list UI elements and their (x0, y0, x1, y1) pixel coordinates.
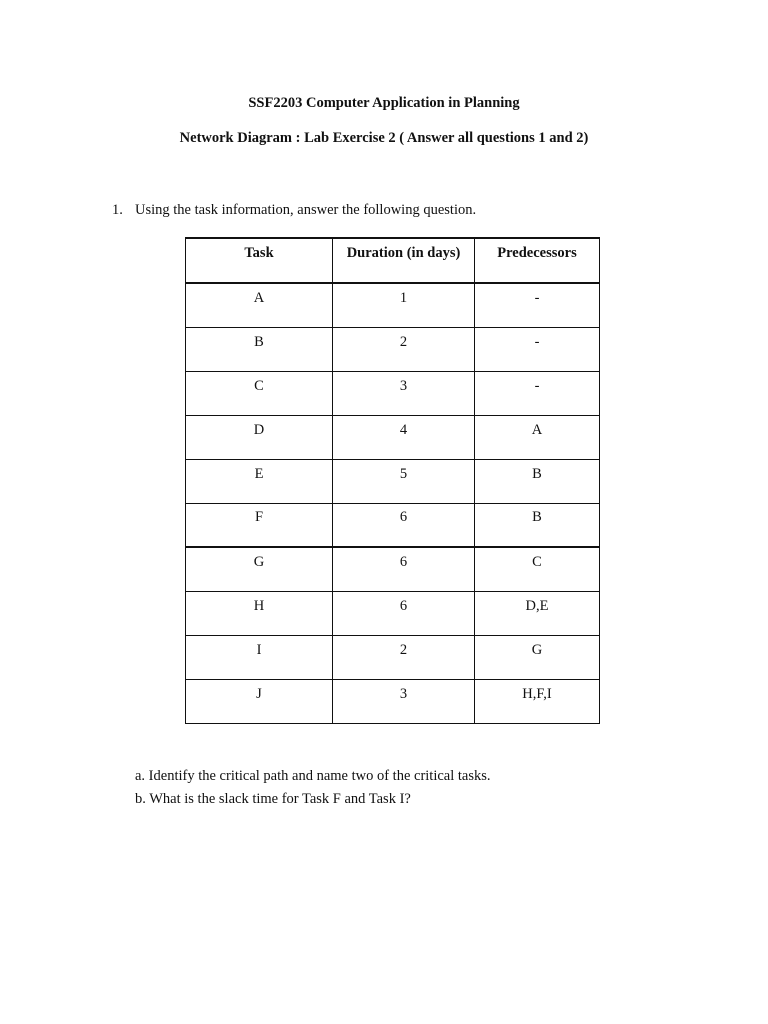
table-row (186, 547, 600, 591)
task-cell: B (186, 327, 333, 371)
table-row (186, 327, 600, 371)
task-cell: F (186, 503, 333, 547)
duration-cell: 2 (333, 327, 475, 371)
header-predecessors: Predecessors (475, 238, 600, 283)
table-row (186, 283, 600, 327)
predecessors-cell: - (475, 327, 600, 371)
predecessors-cell: H,F,I (475, 679, 600, 723)
subquestion-b: b. What is the slack time for Task F and Task I? (135, 791, 411, 807)
duration-cell: 1 (333, 283, 475, 327)
predecessors-cell: C (475, 547, 600, 591)
predecessors-cell: - (475, 283, 600, 327)
course-title: SSF2203 Computer Application in Planning (248, 95, 520, 111)
table-header-row (186, 238, 600, 283)
table-row (186, 415, 600, 459)
task-cell: E (186, 459, 333, 503)
predecessors-cell: G (475, 635, 600, 679)
question-1 (112, 202, 476, 219)
question-number: 1. (112, 202, 123, 218)
task-cell: I (186, 635, 333, 679)
table-row (186, 591, 600, 635)
table-row (186, 503, 600, 547)
task-cell: A (186, 283, 333, 327)
header-duration: Duration (in days) (333, 238, 475, 283)
subquestion-a: a. Identify the critical path and name two of the critical tasks. (135, 768, 491, 784)
predecessors-cell: A (475, 415, 600, 459)
predecessors-cell: D,E (475, 591, 600, 635)
predecessors-cell: - (475, 371, 600, 415)
task-cell: J (186, 679, 333, 723)
table-row (186, 459, 600, 503)
table-row (186, 371, 600, 415)
header-task: Task (186, 238, 333, 283)
question-text: Using the task information, answer the following question. (135, 202, 477, 218)
duration-cell: 3 (333, 371, 475, 415)
duration-cell: 6 (333, 503, 475, 547)
predecessors-cell: B (475, 503, 600, 547)
duration-cell: 3 (333, 679, 475, 723)
task-cell: D (186, 415, 333, 459)
task-cell: C (186, 371, 333, 415)
duration-cell: 4 (333, 415, 475, 459)
exercise-title: Network Diagram : Lab Exercise 2 ( Answer all questions 1 and 2) (179, 130, 589, 146)
duration-cell: 6 (333, 547, 475, 591)
duration-cell: 5 (333, 459, 475, 503)
table-row (186, 635, 600, 679)
task-cell: H (186, 591, 333, 635)
duration-cell: 6 (333, 591, 475, 635)
table-row (186, 679, 600, 723)
task-table (185, 237, 600, 724)
predecessors-cell: B (475, 459, 600, 503)
duration-cell: 2 (333, 635, 475, 679)
task-cell: G (186, 547, 333, 591)
